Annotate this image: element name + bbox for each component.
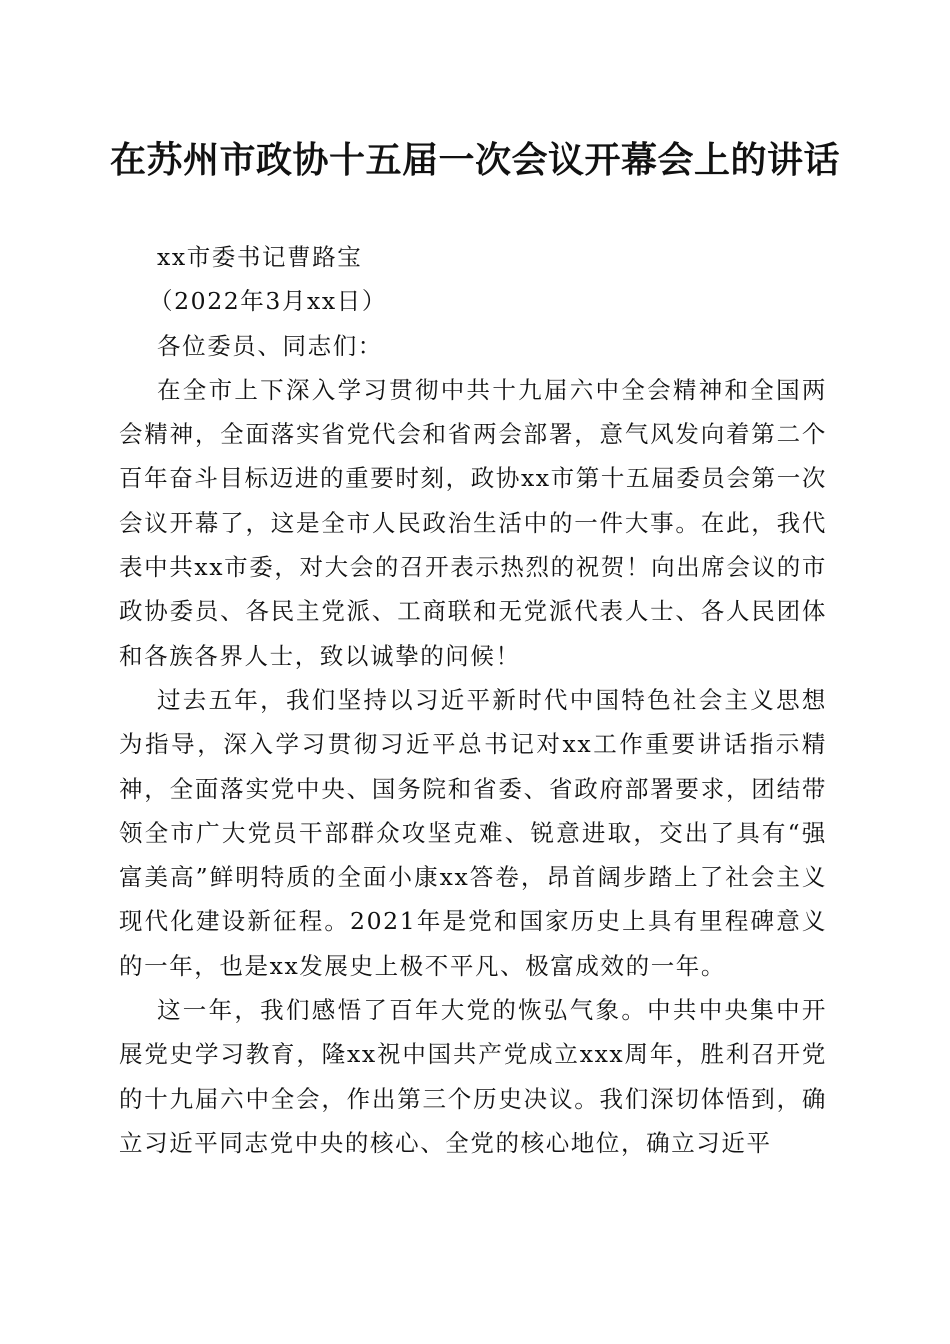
- speaker-line: xx市委书记曹路宝: [157, 243, 363, 271]
- paragraph-1: 在全市上下深入学习贯彻中共十九届六中全会精神和全国两会精神，全面落实省党代会和省两会部署，意气风发向着第二个百年奋斗目标迈进的重要时刻，政协xx市第十五届委员会第一次会议开幕了，这是全市人民政治生活中的一件大事。在此，我代表中共xx市委，对大会的召开表示热烈的祝贺！向出席会议的市政协委员、各民主党派、工商联和无党派代表人士、各人民团体和各族各界人士，致以诚挚的问候！: [119, 375, 827, 670]
- document-title: 在苏州市政协十五届一次会议开幕会上的讲话: [109, 139, 840, 181]
- document-body: [119, 235, 827, 1165]
- paragraph-3: 这一年，我们感悟了百年大党的恢弘气象。中共中央集中开展党史学习教育，隆xx祝中国共产党成立xxx周年，胜利召开党的十九届六中全会，作出第三个历史决议。我们深切体悟到，确立习近平同志党中央的核心、全党的核心地位，确立习近平: [119, 996, 827, 1157]
- paragraph-2: 过去五年，我们坚持以习近平新时代中国特色社会主义思想为指导，深入学习贯彻习近平总书记对xx工作重要讲话指示精神，全面落实党中央、国务院和省委、省政府部署要求，团结带领全市广大党员干部群众攻坚克难、锐意进取，交出了具有“强富美高”鲜明特质的全面小康xx答卷，昂首阔步踏上了社会主义现代化建设新征程。2021年是党和国家历史上具有里程碑意义的一年，也是xx发展史上极不平凡、极富成效的一年。: [119, 685, 827, 980]
- date-line: （2022年3月xx日）: [149, 287, 387, 316]
- salutation: 各位委员、同志们：: [157, 331, 383, 360]
